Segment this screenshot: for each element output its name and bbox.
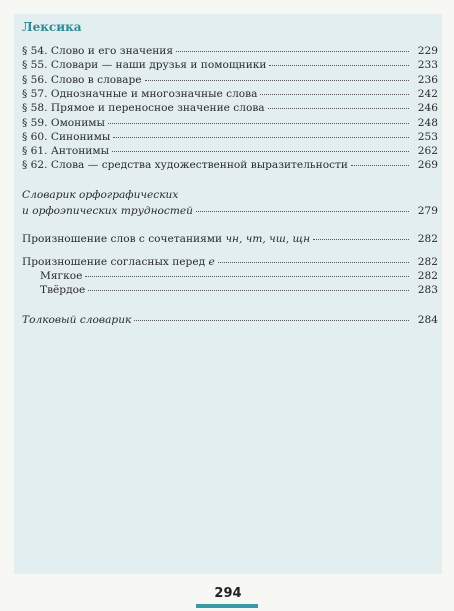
toc-entry-page: 284 [417,314,438,326]
leader-dots [218,254,409,263]
toc-entry-page: 269 [417,159,438,172]
toc-entry-page: 229 [417,45,438,57]
toc-entry-title: § 59. Омонимы [22,116,105,129]
toc-entry-soft[interactable] [40,269,438,283]
toc-entry-title: § 58. Прямое и переносное значение слова [22,102,265,115]
toc-entry-title: § 54. Слово и его значения [22,45,174,57]
page-number: 294 [214,586,242,601]
toc-entry-title: § 60. Синонимы [22,130,111,143]
page-number-underline [196,604,258,608]
toc-entry-page: 253 [417,130,438,143]
toc-entry-title: § 61. Антонимы [22,145,109,158]
leader-dots [85,268,409,277]
toc-entry-page: 262 [417,145,438,158]
leader-dots [88,282,409,291]
toc-entry[interactable] [22,87,438,101]
leader-dots [351,157,409,166]
toc-entry[interactable] [22,116,438,130]
toc-entry-title: Мягкое [40,270,83,282]
toc-entry-page: 248 [417,116,438,129]
leader-dots [145,72,409,81]
toc-entry[interactable] [22,44,438,58]
leader-dots [112,143,409,152]
toc-entry[interactable] [22,58,438,72]
toc-entry-page: 282 [417,256,438,268]
leader-dots [196,203,409,212]
toc-entry[interactable] [22,130,438,144]
toc-entry-title: § 56. Слово в словаре [22,73,142,86]
toc-entry-title: Произношение слов с сочетаниями чн, чт, чш, щн [22,233,311,245]
toc-entry-page: 282 [417,233,438,245]
toc-entry-title: Произношение согласных перед е [22,256,215,268]
toc-entry[interactable] [22,101,438,115]
toc-entry[interactable] [22,158,438,172]
toc-entry-page: 279 [417,205,438,217]
toc-entry[interactable] [22,73,438,87]
leader-dots [134,312,409,321]
toc-entry-title: § 55. Словари — наши друзья и помощники [22,59,267,72]
leader-dots [176,43,409,52]
toc-entry-page: 246 [417,102,438,115]
toc-entry-title: и орфоэпических трудностей [22,205,193,217]
toc-entry-pronunciation-consonants[interactable] [22,255,438,269]
leader-dots [268,100,409,109]
toc-entry-title: Твёрдое [40,284,86,296]
toc-entry-page: 283 [417,284,438,296]
toc-entry-pronunciation-combos[interactable] [22,232,438,246]
toc-entry-page: 233 [417,59,438,72]
toc-entry-page: 282 [417,270,438,282]
dictionary-title-line1: Словарик орфографических [22,189,179,201]
toc-entry-page: 242 [417,87,438,100]
toc-entry-hard[interactable] [40,283,438,297]
leader-dots [113,129,409,138]
leader-dots [108,115,409,124]
section-heading: Лексика [22,20,82,34]
leader-dots [313,231,409,240]
toc-entry-title: § 57. Однозначные и многозначные слова [22,87,258,100]
toc-entry-explanatory[interactable] [22,313,438,327]
leader-dots [269,57,409,66]
toc-entry-page: 236 [417,73,438,86]
toc-entry[interactable] [22,144,438,158]
toc-entry-dictionary[interactable] [22,204,438,218]
leader-dots [260,86,409,95]
toc-entry-title: § 62. Слова — средства художественной выразительности [22,159,348,172]
toc-entry-title: Толковый словарик [22,314,132,326]
